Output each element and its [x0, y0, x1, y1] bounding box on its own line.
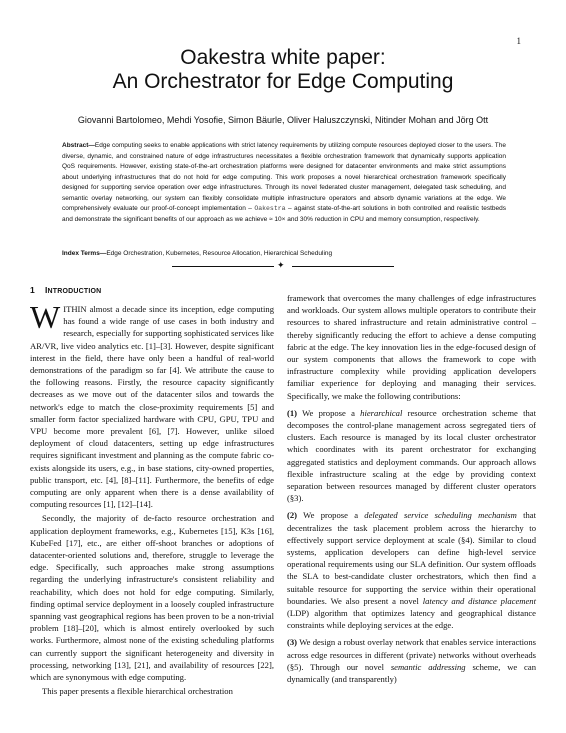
contribution-1: (1) We propose a hierarchical resource orchestration scheme that decomposes the control-plane management across segregated tiers of clusters. Each resource is managed by its local cluster orchestrator which coordinates with its parent orchestrator for exchanging aggregated statistics and deployment commands. Our approach allows flexible infrastructure scaling at the edge by providing context separation between resources managed by different cluster operators (§3). [287, 407, 536, 504]
drop-cap: W [30, 299, 61, 335]
abstract-text-2: – against state-of-the-art solutions in both controlled and realistic testbeds and demonstrate the significant benefits of our approach as we achieve ≈ 10× and 30% reduction in CPU and memory consumption, respectively. [62, 205, 506, 223]
intro-paragraph-3: This paper presents a flexible hierarchical orchestration [42, 686, 233, 697]
lead-word: ITHIN [63, 304, 87, 314]
left-column [30, 299, 274, 700]
divider-left [172, 266, 274, 267]
author-list: Giovanni Bartolomeo, Mehdi Yosofie, Simon Bäurle, Oliver Haluszczynski, Nitinder Mohan and Jörg Ott [77, 115, 489, 125]
title-line-1: Oakestra white paper: [180, 46, 386, 69]
divider-ornament-icon: ✦ [277, 261, 285, 271]
intro-paragraph-1: WITHIN almost a decade since its inception, edge computing has found a wide range of use cases in both industry and research, especially for supporting sophisticated services like AR/VR, live video analytics etc. [1]–[3]. However, despite significant interest in the field, there have only been a handful of real-world demonstrations of the paradigm so far [4]. We attribute the cause to the following reasons. Firstly, the resource capacity significantly decreases as we move out of the datacenter silos and towards the network's edge to match the close-proximity requirements [5] and smaller form factor specialized hardware with CPU, GPU, TPU and VPU become more prevalent [6], [7]. However, unlike siloed deployment of cloud datacenters, setting up edge infrastructures requires significant investment and planning as the compute fabric co-exists alongside its users, e.g., in base stations, city-owned properties, public transport, etc. [4], [8]–[11]. Furthermore, the benefits of edge computing are only apparent when there is a dense availability of computing resources [1], [12]–[14]. [30, 299, 274, 510]
title-line-2: An Orchestrator for Edge Computing [112, 70, 454, 93]
index-terms-label: Index Terms [62, 250, 100, 257]
section-title-rest: NTRODUCTION [47, 288, 102, 295]
section-number: 1 [30, 285, 35, 295]
abstract-text-1: Edge computing seeks to enable applications with strict latency requirements by utilizing compute resources deployed closer to the users. The diverse, dynamic, and constrained nature of edge infrastructures necessitates a flexible orchestration framework that dynamically supports application QoS requirements. However, existing state-of-the-art orchestration platforms were designed for datacenter environments and make strict assumptions about underlying infrastructures that do not hold for edge computing. This work proposes a novel hierarchical orchestration framework specifically designed for supporting service operation over edge infrastructures. Through its novel federated cluster management, delegated task scheduling, and semantic overlay networking, our system can flexibly consolidate multiple infrastructure operators and absorb dynamic variations at the edge. We comprehensively evaluate our proof-of-concept implementation – [62, 142, 506, 212]
page-number: 1 [516, 36, 521, 46]
contribution-3: (3) We design a robust overlay network that enables service interactions across edge resources in different (private) networks without overheads (§5). Through our novel semantic addressing scheme, we can dynamically (and transparently) [287, 637, 536, 685]
intro-paragraph-2: Secondly, the majority of de-facto resource orchestration and application deployment frameworks, e.g., Kubernetes [15], K3s [16], KubeFed [17], etc., are either off-shoot branches or adoptions of datacenter-oriented solutions and, therefore, struggle to leverage the edge. Specifically, such approaches make strong assumptions regarding the underlying infrastructure's consistent reliability and reachability, which does not hold for edge computing. Similarly, finding optimal service deployment in a loosely coupled infrastructure spanning vast geographical regions has been proven to be a non-trivial problem [18]–[20], which is almost entirely overlooked by such works. Furthermore, almost none of the existing scheduling platforms can currently support the significant heterogeneity and diversity in processing, networking [13], [21], and availability of resources [22], which are synonymous with edge computing. [30, 513, 274, 683]
abstract-label: Abstract [62, 142, 89, 149]
section-heading [30, 285, 101, 295]
contribution-2: (2) We propose a delegated service scheduling mechanism that decentralizes the task placement problem across the hierarchy to effectively support service deployment at scale (§4). Similar to cloud systems, application developers can define high-level service operational requirements using our SLA definition. Our system offloads the SLA to best-candidate cluster orchestrators, which then find a suitable resource for supporting the service within their operational boundaries. We also present a novel latency and distance placement (LDP) algorithm that optimizes latency and geographical distance constraints while deploying services at the edge. [287, 510, 536, 631]
divider-right [292, 266, 394, 267]
intro-paragraph-4: framework that overcomes the many challenges of edge infrastructures and workloads. Our system allows multiple operators to contribute their resources to shared infrastructure and retain administrative control – thereby significantly reducing the effort to achieve a dense computing fabric at the edge. The key innovation lies in the edge-focused design of our system components that allows the framework to cope with infrastructure complexity while providing application developers familiar experience for deploying and managing their services. Specifically, we make the following contributions: [287, 293, 536, 401]
paper-title [40, 46, 526, 94]
section-title-initial: I [44, 285, 48, 295]
system-name-code: Oakestra [254, 205, 286, 212]
right-column [287, 292, 536, 687]
index-terms: Index Terms—Edge Orchestration, Kubernetes, Resource Allocation, Hierarchical Scheduling [62, 250, 333, 257]
abstract: Abstract—Edge computing seeks to enable applications with strict latency requirements by utilizing compute resources deployed closer to the users. The diverse, dynamic, and constrained nature of edge infrastructures necessitates a flexible orchestration framework that dynamically supports application QoS requirements. However, existing state-of-the-art orchestration platforms were designed for datacenter environments and make strict assumptions about underlying infrastructures that do not hold for edge computing. This work proposes a novel hierarchical orchestration framework specifically designed for supporting service operation over edge infrastructures. Through its novel federated cluster management, delegated task scheduling, and semantic overlay networking, our system can flexibly consolidate multiple infrastructure operators and absorb dynamic variations at the edge. We comprehensively evaluate our proof-of-concept implementation – Oakestra – against state-of-the-art solutions in both controlled and realistic testbeds and demonstrate the significant benefits of our approach as we achieve ≈ 10× and 30% reduction in CPU and memory consumption, respectively. [62, 142, 506, 223]
index-terms-text: Edge Orchestration, Kubernetes, Resource Allocation, Hierarchical Scheduling [106, 250, 333, 257]
